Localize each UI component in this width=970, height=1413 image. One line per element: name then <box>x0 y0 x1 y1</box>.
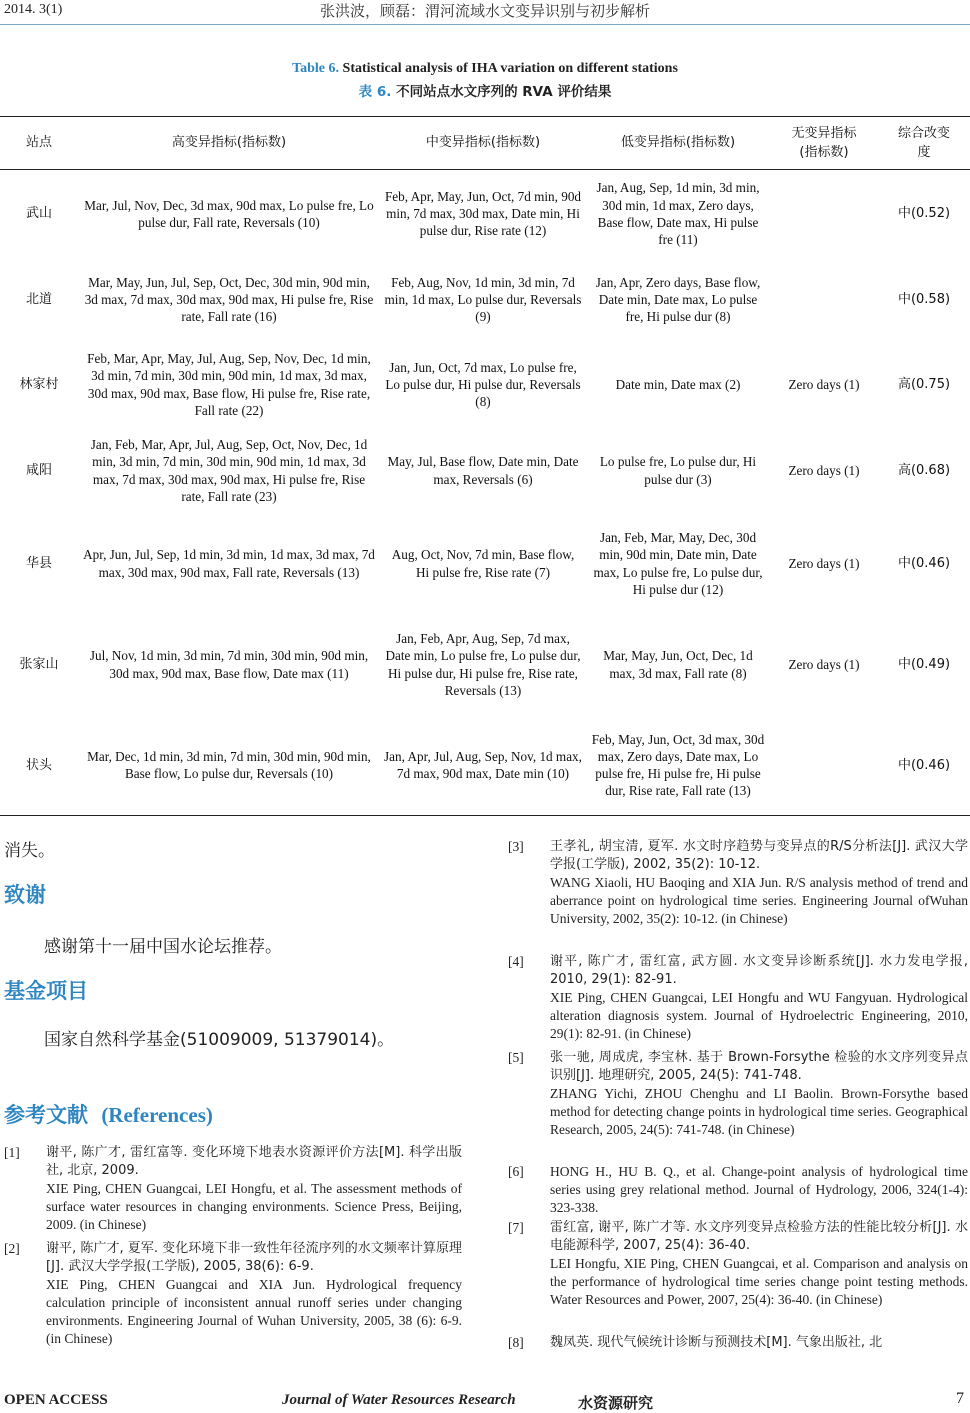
table-cell: Aug, Oct, Nov, 7d min, Base flow, Hi pulse fre, Rise rate (7) <box>391 547 575 580</box>
page-footer <box>0 1390 970 1412</box>
fund-text: 国家自然科学基金(51009009, 51379014)。 <box>44 1030 395 1050</box>
ack-text: 感谢第十一届中国水论坛推荐。 <box>44 937 282 957</box>
reference-number: [7] <box>508 1220 524 1235</box>
column-header: 低变异指标(指标数) <box>620 135 736 151</box>
reference-body <box>46 1144 462 1234</box>
table-cell: May, Jul, Base flow, Date min, Date max, Reversals (6) <box>387 454 579 487</box>
table-caption-zh-text: 不同站点水文序列的 RVA 评价结果 <box>396 84 612 100</box>
running-header <box>0 0 970 25</box>
table-row <box>0 170 970 258</box>
table-cell: Jan, Feb, Apr, Aug, Sep, 7d max, Date min, Lo pulse fre, Lo pulse dur, Hi pulse dur, Hi pulse fre, Rise rate, Reversals (13) <box>385 631 581 698</box>
station-cell: 林家村 <box>19 376 59 392</box>
column-header: 中变异指标(指标数) <box>425 135 541 151</box>
table-caption-zh-label: 表 6. <box>358 84 392 100</box>
reference-en: XIE Ping, CHEN Guangcai, LEI Hongfu and WU Fangyuan. Hydrological alteration diagnosis system. Journal of Hydroelectric Engineering, 2010, 29(1): 82-91. (in Chinese) <box>550 990 968 1041</box>
table-row <box>0 614 970 716</box>
reference-number: [3] <box>508 839 524 854</box>
references-heading <box>4 1099 213 1129</box>
table-cell: Jan, Feb, Mar, Apr, Jul, Aug, Sep, Oct, Nov, Dec, 1d min, 3d min, 7d min, 30d min, 90d min, 1d max, 3d max, 7d max, 30d max, 90d max, Hi pulse fre, Rise rate, Fall rate (23) <box>90 437 368 504</box>
open-access-label: OPEN ACCESS <box>4 1392 108 1408</box>
table-row <box>0 428 970 514</box>
table-row <box>0 716 970 816</box>
page-number: 7 <box>956 1390 964 1407</box>
table-cell: Zero days (1) <box>788 462 860 478</box>
reference-number: [2] <box>4 1241 20 1256</box>
table-cell: Feb, Aug, Nov, 1d min, 3d min, 7d min, 1d max, Lo pulse dur, Reversals (9) <box>384 274 582 325</box>
running-title: 张洪波，顾磊：渭河流域水文变异识别与初步解析 <box>319 2 650 20</box>
table-cell: Jan, Jun, Oct, 7d max, Lo pulse fre, Lo pulse dur, Hi pulse dur, Reversals (8) <box>385 359 581 410</box>
reference-number: [5] <box>508 1050 524 1065</box>
table-row <box>0 258 970 342</box>
station-cell: 张家山 <box>19 656 59 672</box>
reference-body <box>550 953 968 1043</box>
table-cell: Mar, May, Jun, Jul, Sep, Oct, Dec, 30d min, 90d min, 3d max, 7d max, 30d max, 90d max, Hi pulse fre, Rise rate, Fall rate (16) <box>84 274 374 325</box>
table-cell: 中(0.46) <box>897 555 951 571</box>
reference-body <box>46 1240 462 1348</box>
reference-number: [4] <box>508 954 524 969</box>
column-header <box>878 117 970 170</box>
table-cell: Mar, Dec, 1d min, 3d min, 7d min, 30d min, 90d min, Base flow, Lo pulse dur, Reversals (10) <box>87 749 371 782</box>
table-cell: Lo pulse fre, Lo pulse dur, Hi pulse dur (3) <box>599 454 757 487</box>
reference-body <box>550 1219 968 1309</box>
reference-en: ZHANG Yichi, ZHOU Chenghu and LI Baolin. Brown-Forsythe based method for detecting change points in hydrological time series. Geographical Research, 2005, 24(5): 741-748. (in Chinese) <box>550 1086 968 1137</box>
table-cell: Jan, Aug, Sep, 1d min, 3d min, 30d min, 1d max, Zero days, Base flow, Date max, Hi pulse fre (11) <box>596 180 760 247</box>
station-cell: 武山 <box>25 206 52 222</box>
table-cell: Feb, Apr, May, Jun, Oct, 7d min, 90d min, 7d max, 30d max, Date min, Hi pulse dur, Rise rate (12) <box>384 188 582 239</box>
table-caption-en-text: Statistical analysis of IHA variation on different stations <box>342 61 678 76</box>
reference-zh: 谢平, 陈广才, 雷红富, 武方圆. 水文变异诊断系统[J]. 水力发电学报, 2010, 29(1): 82-91. <box>550 954 968 987</box>
table-cell: Jul, Nov, 1d min, 3d min, 7d min, 30d min, 90d min, 30d max, 90d max, Base flow, Date max (11) <box>89 648 369 681</box>
table-cell: Feb, Mar, Apr, May, Jul, Aug, Sep, Nov, Dec, 1d min, 3d min, 7d min, 30d min, 90d min, 1d max, 3d max, 30d max, 90d max, Base flow, Hi pulse fre, Rise rate, Fall rate (22) <box>87 351 371 418</box>
table-caption-en <box>0 61 970 77</box>
table-cell <box>770 258 878 342</box>
table-cell: Date min, Date max (2) <box>615 376 741 392</box>
paragraph-fragment: 消失。 <box>4 841 55 861</box>
column-header-text: 无变异指标(指标数) <box>791 126 857 160</box>
journal-name-zh: 水资源研究 <box>578 1394 654 1412</box>
table-caption-en-label: Table 6. <box>292 61 340 76</box>
volume-issue: 2014. 3(1) <box>4 2 63 17</box>
table-header-row <box>0 117 970 170</box>
rva-table <box>0 116 970 816</box>
table-cell: Mar, Jul, Nov, Dec, 3d max, 90d max, Lo pulse fre, Lo pulse dur, Fall rate, Reversals (10) <box>84 197 374 230</box>
reference-en: XIE Ping, CHEN Guangcai, LEI Hongfu, et al. The assessment methods of surface water resources in changing environments. Science Press, Beijing, 2009. (in Chinese) <box>46 1181 462 1232</box>
reference-body <box>550 1334 968 1352</box>
station-cell: 状头 <box>25 757 52 773</box>
reference-zh: 张一驰, 周成虎, 李宝林. 基于 Brown-Forsythe 检验的水文序列变异点识别[J]. 地理研究, 2005, 24(5): 741-748. <box>550 1050 968 1083</box>
reference-body <box>550 838 968 928</box>
reference-number: [8] <box>508 1335 524 1350</box>
reference-body <box>550 1049 968 1139</box>
station-cell: 咸阳 <box>25 462 52 478</box>
references-heading-zh: 参考文献 <box>4 1103 88 1127</box>
table-cell: Zero days (1) <box>788 555 860 571</box>
table-cell: Zero days (1) <box>788 656 860 672</box>
reference-zh: 谢平, 陈广才, 夏军. 变化环境下非一致性年径流序列的水文频率计算原理[J]. 武汉大学学报(工学版), 2005, 38(6): 6-9. <box>46 1241 462 1274</box>
table-cell: Feb, May, Jun, Oct, 3d max, 30d max, Zero days, Date max, Lo pulse fre, Hi pulse fre, Hi pulse dur, Rise rate, Fall rate (13) <box>591 731 765 799</box>
journal-name-en: Journal of Water Resources Research <box>282 1392 516 1408</box>
table-cell: Zero days (1) <box>788 376 860 392</box>
table-cell: 高(0.68) <box>897 462 951 478</box>
fund-heading: 基金项目 <box>4 979 88 1003</box>
reference-body <box>550 1163 968 1217</box>
reference-number: [6] <box>508 1164 524 1179</box>
table-cell: Mar, May, Jun, Oct, Dec, 1d max, 3d max, Fall rate (8) <box>603 648 753 681</box>
table-cell <box>770 716 878 816</box>
column-header: 高变异指标(指标数) <box>171 135 287 151</box>
reference-zh: 雷红富, 谢平, 陈广才等. 水文序列变异点检验方法的性能比较分析[J]. 水电能源科学, 2007, 25(4): 36-40. <box>550 1220 968 1253</box>
reference-zh: 王孝礼, 胡宝清, 夏军. 水文时序趋势与变异点的R/S分析法[J]. 武汉大学学报(工学版), 2002, 35(2): 10-12. <box>550 839 968 872</box>
column-header: 站点 <box>25 135 52 151</box>
reference-zh: 魏凤英. 现代气候统计诊断与预测技术[M]. 气象出版社, 北 <box>550 1335 883 1350</box>
reference-en: LEI Hongfu, XIE Ping, CHEN Guangcai, et al. Comparison and analysis on the performance of hydrological time series change point testing methods. Water Resources and Power, 2007, 25(4): 36-40. (in Chinese) <box>550 1256 968 1307</box>
station-cell: 北道 <box>25 291 52 307</box>
station-cell: 华县 <box>25 555 52 571</box>
table-cell: 中(0.49) <box>897 656 951 672</box>
references-heading-en: (References) <box>101 1103 213 1127</box>
table-row <box>0 514 970 614</box>
column-header-text: 综合改变度 <box>897 126 950 160</box>
table-cell: 中(0.46) <box>897 757 951 773</box>
reference-number: [1] <box>4 1145 20 1160</box>
table-cell: 中(0.58) <box>897 291 951 307</box>
reference-en: WANG Xiaoli, HU Baoqing and XIA Jun. R/S analysis method of trend and aberrance point on hydrological time series. Engineering Journal ofWuhan University, 2002, 35(2): 10-12. (in Chinese) <box>550 875 968 926</box>
table-cell: Apr, Jun, Jul, Sep, 1d min, 3d min, 1d max, 3d max, 7d max, 30d max, 90d max, Fall rate, Reversals (13) <box>83 547 375 580</box>
reference-zh: 谢平, 陈广才, 雷红富等. 变化环境下地表水资源评价方法[M]. 科学出版社, 北京, 2009. <box>46 1145 462 1178</box>
column-header <box>770 117 878 170</box>
reference-en: XIE Ping, CHEN Guangcai and XIA Jun. Hydrological frequency calculation principle of inconsistent annual runoff series under changing environments. Engineering Journal of Wuhan University, 2005, 38 (6): 6-9. (in Chinese) <box>46 1277 462 1346</box>
table-row <box>0 342 970 428</box>
table-cell: Jan, Apr, Zero days, Base flow, Date min, Date max, Lo pulse fre, Hi pulse dur (8) <box>595 274 761 325</box>
table-cell: 中(0.52) <box>897 206 951 222</box>
table-cell: 高(0.75) <box>897 376 951 392</box>
reference-en: HONG H., HU B. Q., et al. Change-point analysis of hydrological time series using grey relational method. Journal of Hydrology, 2006, 324(1-4): 323-338. <box>550 1164 968 1215</box>
table-cell: Jan, Apr, Jul, Aug, Sep, Nov, 1d max, 7d max, 90d max, Date min (10) <box>384 749 582 782</box>
table-cell: Jan, Feb, Mar, May, Dec, 30d min, 90d min, Date min, Date max, Lo pulse fre, Lo pulse dur, Hi pulse dur (12) <box>593 530 763 597</box>
table-cell <box>770 170 878 258</box>
ack-heading: 致谢 <box>4 883 46 907</box>
table-caption-zh <box>0 80 970 100</box>
